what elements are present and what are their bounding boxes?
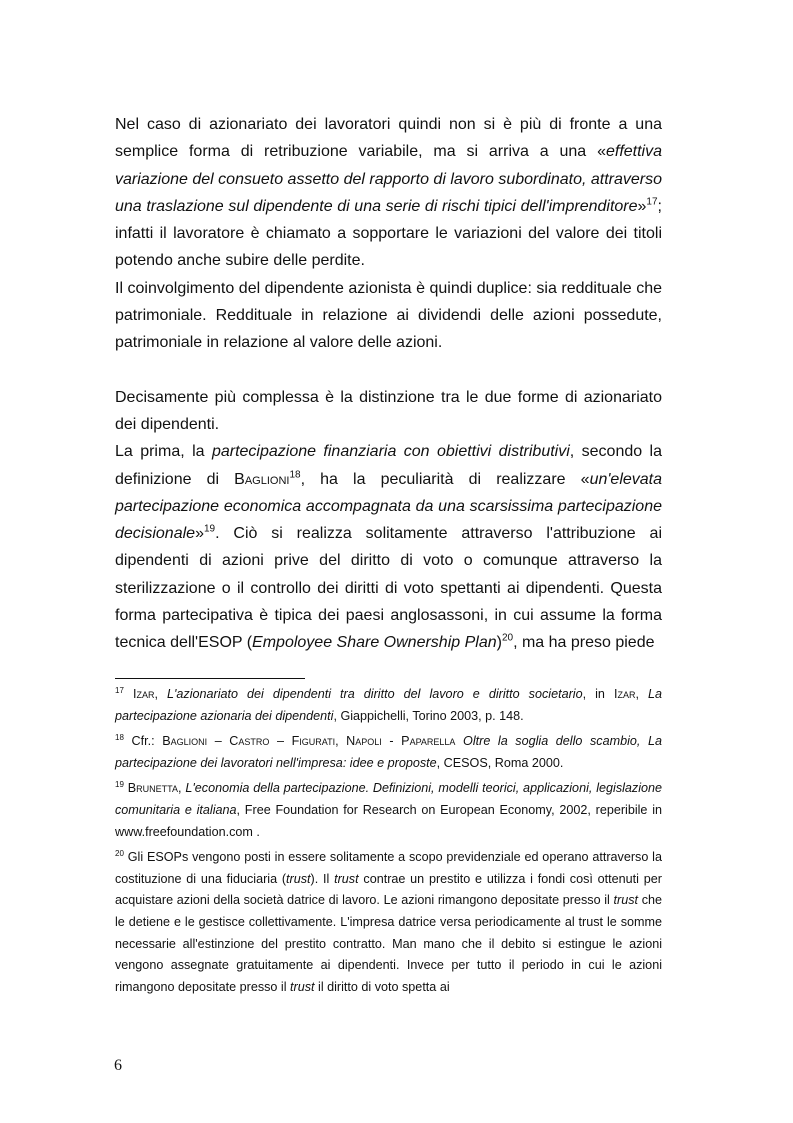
footnote-20: $^{20}$ Gli ESOPs vengono posti in essere solitamente a scopo previdenziale ed operano attraverso la costituzione di una fiduciaria (trust). Il trust contrae un prestito e utilizza i fondi così ottenuti per acquistare azioni della società datrice di lavoro. Le azioni rimangono depositate presso il trust che le detiene e le gestisce collettivamente. L'impresa datrice versa periodicamente al trust le somme necessarie all'estinzione del prestito contratto. Man mano che il debito si estingue le azioni vengono assegnate gratuitamente ai dipendenti. Invece per tutto il periodo in cui le azioni rimangono depositate presso il trust il diritto di voto spetta ai <box>115 848 663 994</box>
page-number: 6 <box>114 1057 122 1074</box>
footnote-ref-18: 18 <box>289 469 301 481</box>
main-text <box>115 111 662 657</box>
footnote-ref-20: 20 <box>501 633 514 645</box>
paragraph-gap <box>115 357 662 384</box>
quotation: un'elevata partecipazione economica accompagnata da una scarsissima partecipazione decisionale <box>115 470 663 543</box>
footnote-ref-17: 17 <box>646 196 658 208</box>
footnote-18: $^{18}$ Cfr.: Baglioni – Castro – Figurati, Napoli - Paparella Oltre la soglia dello scambio, La partecipazione dei lavoratori nell'impresa: idee e proposte, CESOS, Roma 2000. <box>115 733 662 770</box>
paragraph-1: Nel caso di azionariato dei lavoratori quindi non si è più di fronte a una semplice forma di retribuzione variabile, ma si arriva a una «effettiva variazione del consueto assetto del rapporto di lavoro subordinato, attraverso una traslazione sul dipendente di una serie di rischi tipici dell'imprenditore»$^{17}$; infatti il lavoratore è chiamato a sopportare le variazioni del valore dei titoli potendo anche subire delle perdite. <box>115 116 662 270</box>
footnote-17: $^{17}$ Izar, L'azionariato dei dipendenti tra diritto del lavoro e diritto societario, in Izar, La partecipazione azionaria dei dipendenti, Giappichelli, Torino 2003, p. 148. <box>115 685 663 723</box>
footnote-19: $^{19}$ Brunetta, L'economia della partecipazione. Definizioni, modelli teorici, applicazioni, legislazione comunitaria e italiana, Free Foundation for Research on European Economy, 2002, reperibile in www.freefoundation.com . <box>115 780 663 839</box>
paragraph-4: La prima, la partecipazione finanziaria con obiettivi distributivi, secondo la definizione di Baglioni$^{18}$, ha la peculiarità di realizzare «un'elevata partecipazione economica accompagnata da una scarsissima partecipazione decisionale»$^{19}$. Ciò si realizza solitamente attraverso l'attribuzione ai dipendenti di azioni prive del diritto di voto o comunque attraverso la sterilizzazione o il controllo dei diritti di voto spettanti ai dipendenti. Questa forma partecipativa è tipica dei paesi anglosassoni, in cui assume la forma tecnica dell'ESOP (Empoloyee Share Ownership Plan)$^{20}$, ma ha preso piede <box>115 443 663 652</box>
paragraph-3: Decisamente più complessa è la distinzione tra le due forme di azionariato dei dipendenti. <box>115 388 662 433</box>
quotation: effettiva variazione del consueto assetto del rapporto di lavoro subordinato, attraverso una traslazione sul dipendente di una serie di rischi tipici dell'imprenditore <box>115 143 662 215</box>
footnote-separator <box>115 678 305 679</box>
footnotes <box>115 684 662 1002</box>
footnote-ref-19: 19 <box>203 523 216 535</box>
paragraph-2: Il coinvolgimento del dipendente azionista è quindi duplice: sia reddituale che patrimoniale. Reddituale in relazione ai dividendi delle azioni possedute, patrimoniale in relazione al valore delle azioni. <box>115 279 662 352</box>
